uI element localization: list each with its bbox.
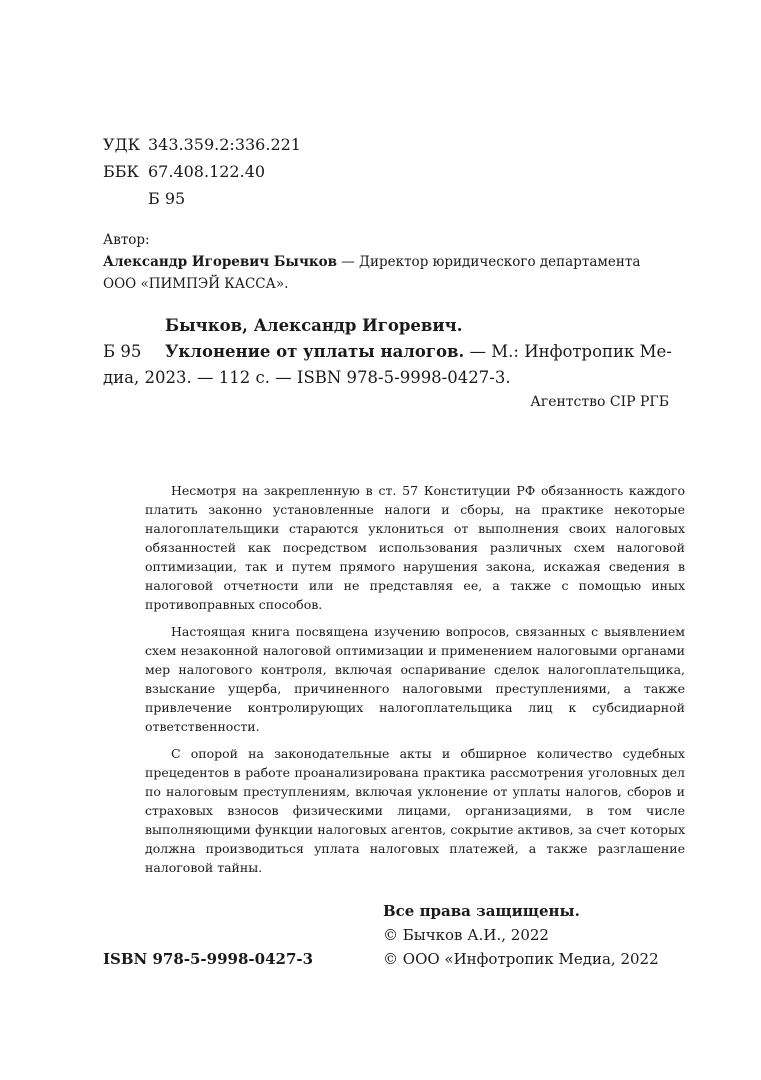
udk-value: 343.359.2:336.221 (148, 135, 301, 154)
author-mark-line (103, 185, 301, 212)
author-organization: ООО «ПИМПЭЙ КАССА». (103, 276, 289, 292)
abstract-paragraph: С опорой на законодательные акты и обширное количество судебных прецедентов в работе проанализирована практика рассмотрения уголовных дел по налоговым преступлениям, включая уклонение от уплаты налогов, сборов и страховых взносов физическими лицами, организациями, в том числе выполняющими функции налоговых агентов, сокрытие активов, за счет которых должна производиться уплата налоговых платежей, а также разглашение налоговой тайны. (145, 746, 685, 875)
catalog-line1-rest: — М.: Инфотропик Ме- (464, 342, 672, 361)
abstract (145, 481, 685, 877)
cip-agency: Агентство CIP РГБ (530, 394, 669, 410)
copyright-author: © Бычков А.И., 2022 (383, 926, 549, 944)
abstract-paragraph: Настоящая книга посвящена изучению вопросов, связанных с выявлением схем незаконной налоговой оптимизации и применением налоговыми органами мер налогового контроля, включая оспаривание сделок налогоплательщика, взыскание ущерба, причиненного налоговыми преступлениями, а также привлечение контролирующих налогоплательщика лиц к субсидиарной ответственности. (145, 624, 685, 734)
author-line (103, 251, 640, 273)
rights-reserved: Все права защищены. (383, 902, 580, 920)
author-name: Александр Игоревич Бычков (103, 254, 337, 270)
classification-block (103, 131, 301, 212)
copyright-block (383, 899, 659, 971)
book-title: Уклонение от уплаты налогов. (165, 342, 465, 361)
catalog-title-line (165, 339, 672, 365)
catalog-mark: Б 95 (103, 342, 142, 361)
author-label: Автор: (103, 232, 150, 248)
isbn: ISBN 978-5-9998-0427-3 (103, 950, 314, 968)
abstract-paragraph: Несмотря на закрепленную в ст. 57 Конституции РФ обязанность каждого платить законно установленные налоги и сборы, на практике некоторые налогоплательщики стараются уклониться от выполнения своих налоговых обязанностей как посредством использования различных схем налоговой оптимизации, так и путем прямого нарушения закона, искажая сведения в налоговой отчетности или не представляя ее, а также с помощью иных противоправных способов. (145, 483, 685, 612)
bbk-value: 67.408.122.40 (148, 162, 266, 181)
bbk-line (103, 158, 301, 185)
catalog-author-heading: Бычков, Александр Игоревич. (165, 316, 463, 335)
udk-label: УДК (103, 135, 140, 154)
copyright-publisher: © ООО «Инфотропик Медиа, 2022 (383, 950, 659, 968)
catalog-line2: диа, 2023. — 112 с. — ISBN 978-5-9998-0427-3. (103, 368, 511, 387)
udk-line (103, 131, 301, 158)
author-mark: Б 95 (148, 189, 186, 208)
author-block (103, 229, 640, 295)
bbk-label: ББК (103, 162, 139, 181)
author-description: — Директор юридического департамента (336, 254, 641, 270)
